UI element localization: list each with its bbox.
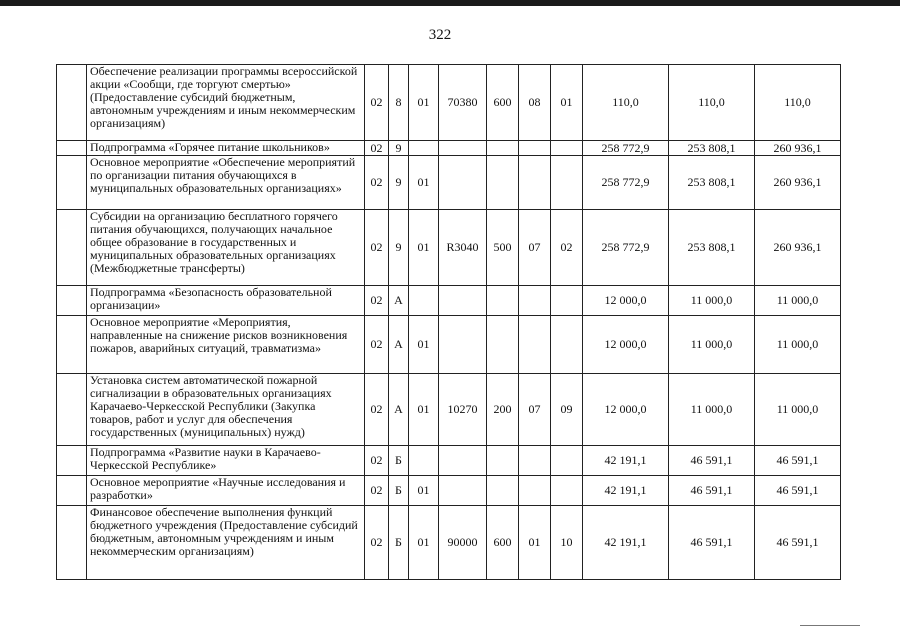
page-number: 322	[428, 27, 452, 43]
bottom-edge-line	[800, 625, 860, 626]
event-code-cell: 01	[409, 316, 439, 374]
amount-year3-cell: 260 936,1	[755, 210, 841, 286]
expense-type-cell: 600	[487, 506, 519, 580]
subprogram-code-cell: 9	[389, 156, 409, 210]
row-number-cell	[57, 65, 87, 141]
subsection-cell	[551, 286, 583, 316]
expense-type-cell	[487, 446, 519, 476]
code-01-cell: 02	[365, 210, 389, 286]
direction-code-cell	[439, 286, 487, 316]
table-row	[57, 65, 841, 141]
event-code-cell: 01	[409, 65, 439, 141]
subsection-cell	[551, 141, 583, 156]
amount-year1-cell: 42 191,1	[583, 476, 669, 506]
event-code-cell	[409, 446, 439, 476]
amount-year2-cell: 11 000,0	[669, 286, 755, 316]
code-01-cell: 02	[365, 156, 389, 210]
subprogram-code-cell: Б	[389, 476, 409, 506]
direction-code-cell	[439, 141, 487, 156]
amount-year2-cell: 46 591,1	[669, 446, 755, 476]
section-cell: 07	[519, 210, 551, 286]
amount-year2-cell: 253 808,1	[669, 156, 755, 210]
expense-type-cell: 500	[487, 210, 519, 286]
item-name-cell: Установка систем автоматической пожарной сигнализации в образовательных организациях Карачаево-Черкесской Республики (Закупка товаров, работ и услуг для обеспечения государственных (муниципальных) нужд)	[87, 374, 365, 446]
subsection-cell: 01	[551, 65, 583, 141]
direction-code-cell	[439, 156, 487, 210]
subprogram-code-cell: Б	[389, 506, 409, 580]
row-number-cell	[57, 374, 87, 446]
amount-year2-cell: 11 000,0	[669, 374, 755, 446]
table-row	[57, 374, 841, 446]
section-cell: 08	[519, 65, 551, 141]
row-number-cell	[57, 316, 87, 374]
amount-year1-cell: 42 191,1	[583, 446, 669, 476]
amount-year1-cell: 12 000,0	[583, 286, 669, 316]
amount-year2-cell: 46 591,1	[669, 476, 755, 506]
amount-year3-cell: 46 591,1	[755, 476, 841, 506]
amount-year3-cell: 110,0	[755, 65, 841, 141]
subprogram-code-cell: 9	[389, 141, 409, 156]
item-name-cell: Подпрограмма «Развитие науки в Карачаево-Черкесской Республике»	[87, 446, 365, 476]
section-cell	[519, 476, 551, 506]
item-name-cell: Основное мероприятие «Обеспечение мероприятий по организации питания обучающихся в муниципальных образовательных организациях»	[87, 156, 365, 210]
amount-year1-cell: 258 772,9	[583, 210, 669, 286]
section-cell: 07	[519, 374, 551, 446]
item-name-cell: Субсидии на организацию бесплатного горячего питания обучающихся, получающих начальное общее образование в государственных и муниципальных образовательных организациях (Межбюджетные трансферты)	[87, 210, 365, 286]
row-number-cell	[57, 286, 87, 316]
amount-year1-cell: 42 191,1	[583, 506, 669, 580]
expense-type-cell	[487, 316, 519, 374]
subsection-cell: 02	[551, 210, 583, 286]
subsection-cell	[551, 156, 583, 210]
expense-type-cell: 200	[487, 374, 519, 446]
item-name-cell: Подпрограмма «Горячее питание школьников»	[87, 141, 365, 156]
direction-code-cell: 70380	[439, 65, 487, 141]
table-row	[57, 476, 841, 506]
subprogram-code-cell: А	[389, 286, 409, 316]
event-code-cell: 01	[409, 476, 439, 506]
amount-year1-cell: 258 772,9	[583, 141, 669, 156]
budget-table	[56, 64, 841, 580]
subsection-cell: 09	[551, 374, 583, 446]
amount-year2-cell: 253 808,1	[669, 210, 755, 286]
table-row	[57, 286, 841, 316]
amount-year2-cell: 110,0	[669, 65, 755, 141]
amount-year3-cell: 46 591,1	[755, 506, 841, 580]
direction-code-cell: 10270	[439, 374, 487, 446]
table-row	[57, 316, 841, 374]
code-01-cell: 02	[365, 476, 389, 506]
amount-year1-cell: 110,0	[583, 65, 669, 141]
subsection-cell: 10	[551, 506, 583, 580]
table-row	[57, 210, 841, 286]
event-code-cell: 01	[409, 374, 439, 446]
section-cell	[519, 316, 551, 374]
amount-year3-cell: 46 591,1	[755, 446, 841, 476]
code-01-cell: 02	[365, 446, 389, 476]
subsection-cell	[551, 476, 583, 506]
code-01-cell: 02	[365, 506, 389, 580]
amount-year1-cell: 258 772,9	[583, 156, 669, 210]
amount-year3-cell: 260 936,1	[755, 141, 841, 156]
event-code-cell: 01	[409, 210, 439, 286]
item-name-cell: Обеспечение реализации программы всероссийской акции «Сообщи, где торгуют смертью» (Предоставление субсидий бюджетным, автономным учреждениям и иным некоммерческим организациям)	[87, 65, 365, 141]
amount-year1-cell: 12 000,0	[583, 316, 669, 374]
row-number-cell	[57, 141, 87, 156]
section-cell	[519, 141, 551, 156]
section-cell	[519, 446, 551, 476]
item-name-cell: Основное мероприятие «Научные исследования и разработки»	[87, 476, 365, 506]
subsection-cell	[551, 316, 583, 374]
subprogram-code-cell: 9	[389, 210, 409, 286]
amount-year2-cell: 46 591,1	[669, 506, 755, 580]
section-cell	[519, 156, 551, 210]
row-number-cell	[57, 446, 87, 476]
direction-code-cell	[439, 446, 487, 476]
expense-type-cell: 600	[487, 65, 519, 141]
row-number-cell	[57, 476, 87, 506]
expense-type-cell	[487, 141, 519, 156]
table-row	[57, 141, 841, 156]
expense-type-cell	[487, 156, 519, 210]
code-01-cell: 02	[365, 141, 389, 156]
amount-year3-cell: 11 000,0	[755, 286, 841, 316]
direction-code-cell: R3040	[439, 210, 487, 286]
code-01-cell: 02	[365, 374, 389, 446]
row-number-cell	[57, 156, 87, 210]
section-cell: 01	[519, 506, 551, 580]
direction-code-cell: 90000	[439, 506, 487, 580]
event-code-cell: 01	[409, 156, 439, 210]
item-name-cell: Основное мероприятие «Мероприятия, направленные на снижение рисков возникновения пожаров, аварийных ситуаций, травматизма»	[87, 316, 365, 374]
table-row	[57, 446, 841, 476]
direction-code-cell	[439, 316, 487, 374]
item-name-cell: Подпрограмма «Безопасность образовательной организации»	[87, 286, 365, 316]
table-row	[57, 506, 841, 580]
amount-year3-cell: 11 000,0	[755, 316, 841, 374]
event-code-cell	[409, 141, 439, 156]
subprogram-code-cell: А	[389, 374, 409, 446]
amount-year3-cell: 260 936,1	[755, 156, 841, 210]
amount-year1-cell: 12 000,0	[583, 374, 669, 446]
subprogram-code-cell: Б	[389, 446, 409, 476]
row-number-cell	[57, 210, 87, 286]
subsection-cell	[551, 446, 583, 476]
row-number-cell	[57, 506, 87, 580]
table-row	[57, 156, 841, 210]
amount-year2-cell: 253 808,1	[669, 141, 755, 156]
amount-year2-cell: 11 000,0	[669, 316, 755, 374]
event-code-cell	[409, 286, 439, 316]
subprogram-code-cell: 8	[389, 65, 409, 141]
top-border-line	[0, 0, 900, 6]
item-name-cell: Финансовое обеспечение выполнения функций бюджетного учреждения (Предоставление субсидий бюджетным, автономным учреждениям и иным некоммерческим организациям)	[87, 506, 365, 580]
amount-year3-cell: 11 000,0	[755, 374, 841, 446]
code-01-cell: 02	[365, 65, 389, 141]
section-cell	[519, 286, 551, 316]
code-01-cell: 02	[365, 316, 389, 374]
expense-type-cell	[487, 286, 519, 316]
code-01-cell: 02	[365, 286, 389, 316]
table-body	[57, 65, 841, 580]
expense-type-cell	[487, 476, 519, 506]
subprogram-code-cell: А	[389, 316, 409, 374]
direction-code-cell	[439, 476, 487, 506]
event-code-cell: 01	[409, 506, 439, 580]
